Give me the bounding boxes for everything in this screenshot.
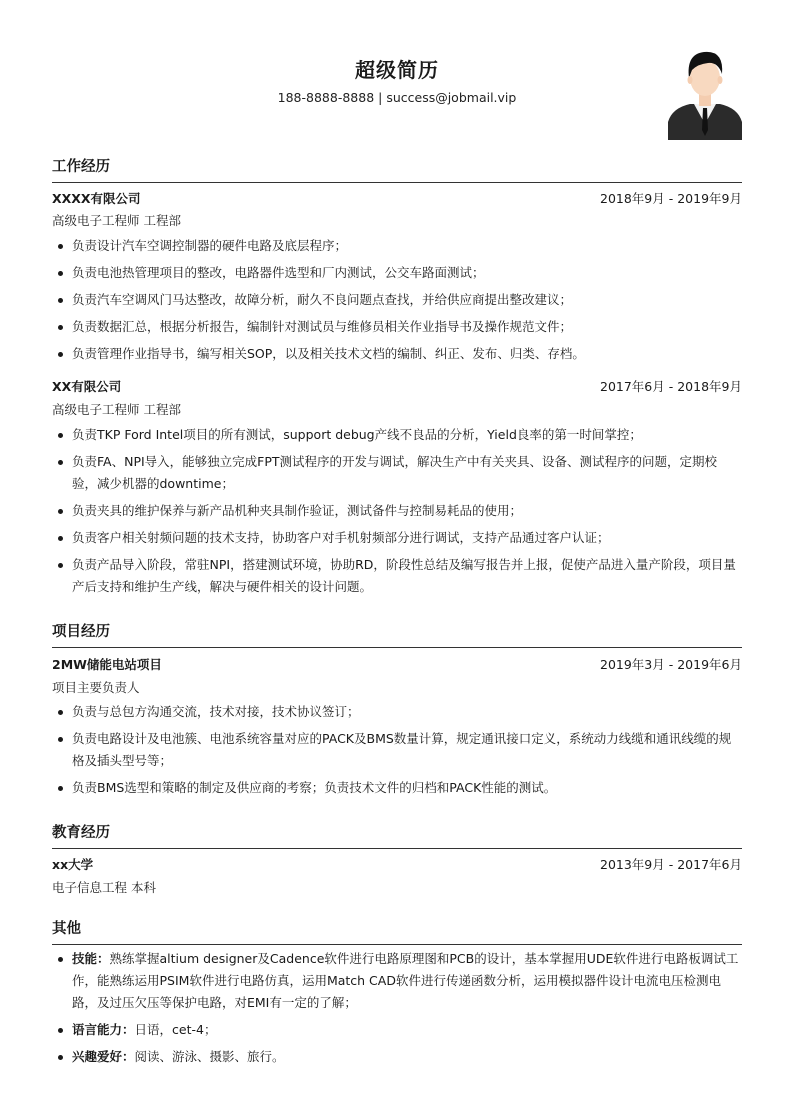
job-dates: 2018年9月 - 2019年9月 — [600, 191, 742, 206]
job-role: 高级电子工程师 工程部 — [52, 213, 181, 228]
education-dates: 2013年9月 - 2017年6月 — [600, 857, 742, 872]
section-title-education: 教育经历 — [52, 821, 742, 849]
list-item: 负责夹具的维护保养与新产品机种夹具制作验证，测试备件与控制易耗品的使用； — [52, 500, 742, 522]
list-item: 负责FA、NPI导入，能够独立完成FPT测试程序的开发与调试，解决生产中有关夹具、设备、测试程序的问题，定期校验，减少机器的downtime； — [52, 451, 742, 495]
list-item-hobbies — [52, 1046, 742, 1068]
avatar — [668, 44, 742, 140]
list-item: 负责与总包方沟通交流，技术对接，技术协议签订； — [52, 701, 742, 723]
list-item: 负责管理作业指导书，编写相关SOP，以及相关技术文档的编制、纠正、发布、归类、存档。 — [52, 343, 742, 365]
list-item: 负责数据汇总，根据分析报告，编制针对测试员与维修员相关作业指导书及操作规范文件； — [52, 316, 742, 338]
job-duties-list — [52, 424, 742, 603]
skills-text: 熟练掌握altium designer及Cadence软件进行电路原理图和PCB的设计，基本掌握用UDE软件进行电路板调试工作，能熟练运用PSIM软件进行电路仿真，运用Match CAD软件进行传递函数分析，运用模拟器件设计电流电压检测电路，及过压欠压等保护电路，对EMI有一定的了解； — [72, 951, 739, 1010]
resume-header — [52, 0, 742, 140]
list-item: 负责TKP Ford Intel项目的所有测试，support debug产线不良品的分析，Yield良率的第一时间掌控； — [52, 424, 742, 446]
project-header — [52, 655, 742, 673]
project-duties-list — [52, 701, 742, 804]
other-list — [52, 948, 742, 1073]
education-header — [52, 855, 742, 873]
section-title-work: 工作经历 — [52, 155, 742, 183]
skills-key: 技能： — [72, 951, 110, 966]
list-item: 负责BMS选型和策略的制定及供应商的考察；负责技术文件的归档和PACK性能的测试。 — [52, 777, 742, 799]
list-item: 负责产品导入阶段，常驻NPI，搭建测试环境，协助RD，阶段性总结及编写报告并上报，促使产品进入量产阶段，项目量产后支持和维护生产线，解决与硬件相关的设计问题。 — [52, 554, 742, 598]
job-header — [52, 377, 742, 395]
hobbies-text: 阅读、游泳、摄影、旅行。 — [134, 1049, 285, 1064]
project-name: 2MW储能电站项目 — [52, 657, 162, 672]
section-title-other: 其他 — [52, 917, 742, 945]
list-item: 负责电池热管理项目的整改，电路器件选型和厂内测试，公交车路面测试； — [52, 262, 742, 284]
contact-info: 188-8888-8888 | success@jobmail.vip — [277, 90, 517, 105]
job-dates: 2017年6月 - 2018年9月 — [600, 379, 742, 394]
list-item: 负责电路设计及电池簇、电池系统容量对应的PACK及BMS数量计算，规定通讯接口定义，系统动力线缆和通讯线缆的规格及插头型号等； — [52, 728, 742, 772]
section-title-projects: 项目经历 — [52, 620, 742, 648]
languages-key: 语言能力： — [72, 1022, 135, 1037]
languages-text: 日语，cet-4； — [134, 1022, 217, 1037]
job-duties-list — [52, 235, 742, 370]
list-item-languages — [52, 1019, 742, 1041]
school-name: xx大学 — [52, 857, 94, 872]
list-item: 负责客户相关射频问题的技术支持，协助客户对手机射频部分进行调试，支持产品通过客户认证； — [52, 527, 742, 549]
resume-title: 超级简历 — [355, 58, 439, 82]
list-item: 负责汽车空调风门马达整改，故障分析，耐久不良问题点查找，并给供应商提出整改建议； — [52, 289, 742, 311]
project-role: 项目主要负责人 — [52, 680, 140, 695]
company-name: XXXX有限公司 — [52, 191, 141, 206]
job-role: 高级电子工程师 工程部 — [52, 402, 181, 417]
company-name: XX有限公司 — [52, 379, 122, 394]
list-item: 负责设计汽车空调控制器的硬件电路及底层程序； — [52, 235, 742, 257]
project-dates: 2019年3月 - 2019年6月 — [600, 657, 742, 672]
education-major: 电子信息工程 本科 — [52, 880, 156, 895]
job-header — [52, 189, 742, 207]
list-item-skills — [52, 948, 742, 1014]
hobbies-key: 兴趣爱好： — [72, 1049, 135, 1064]
